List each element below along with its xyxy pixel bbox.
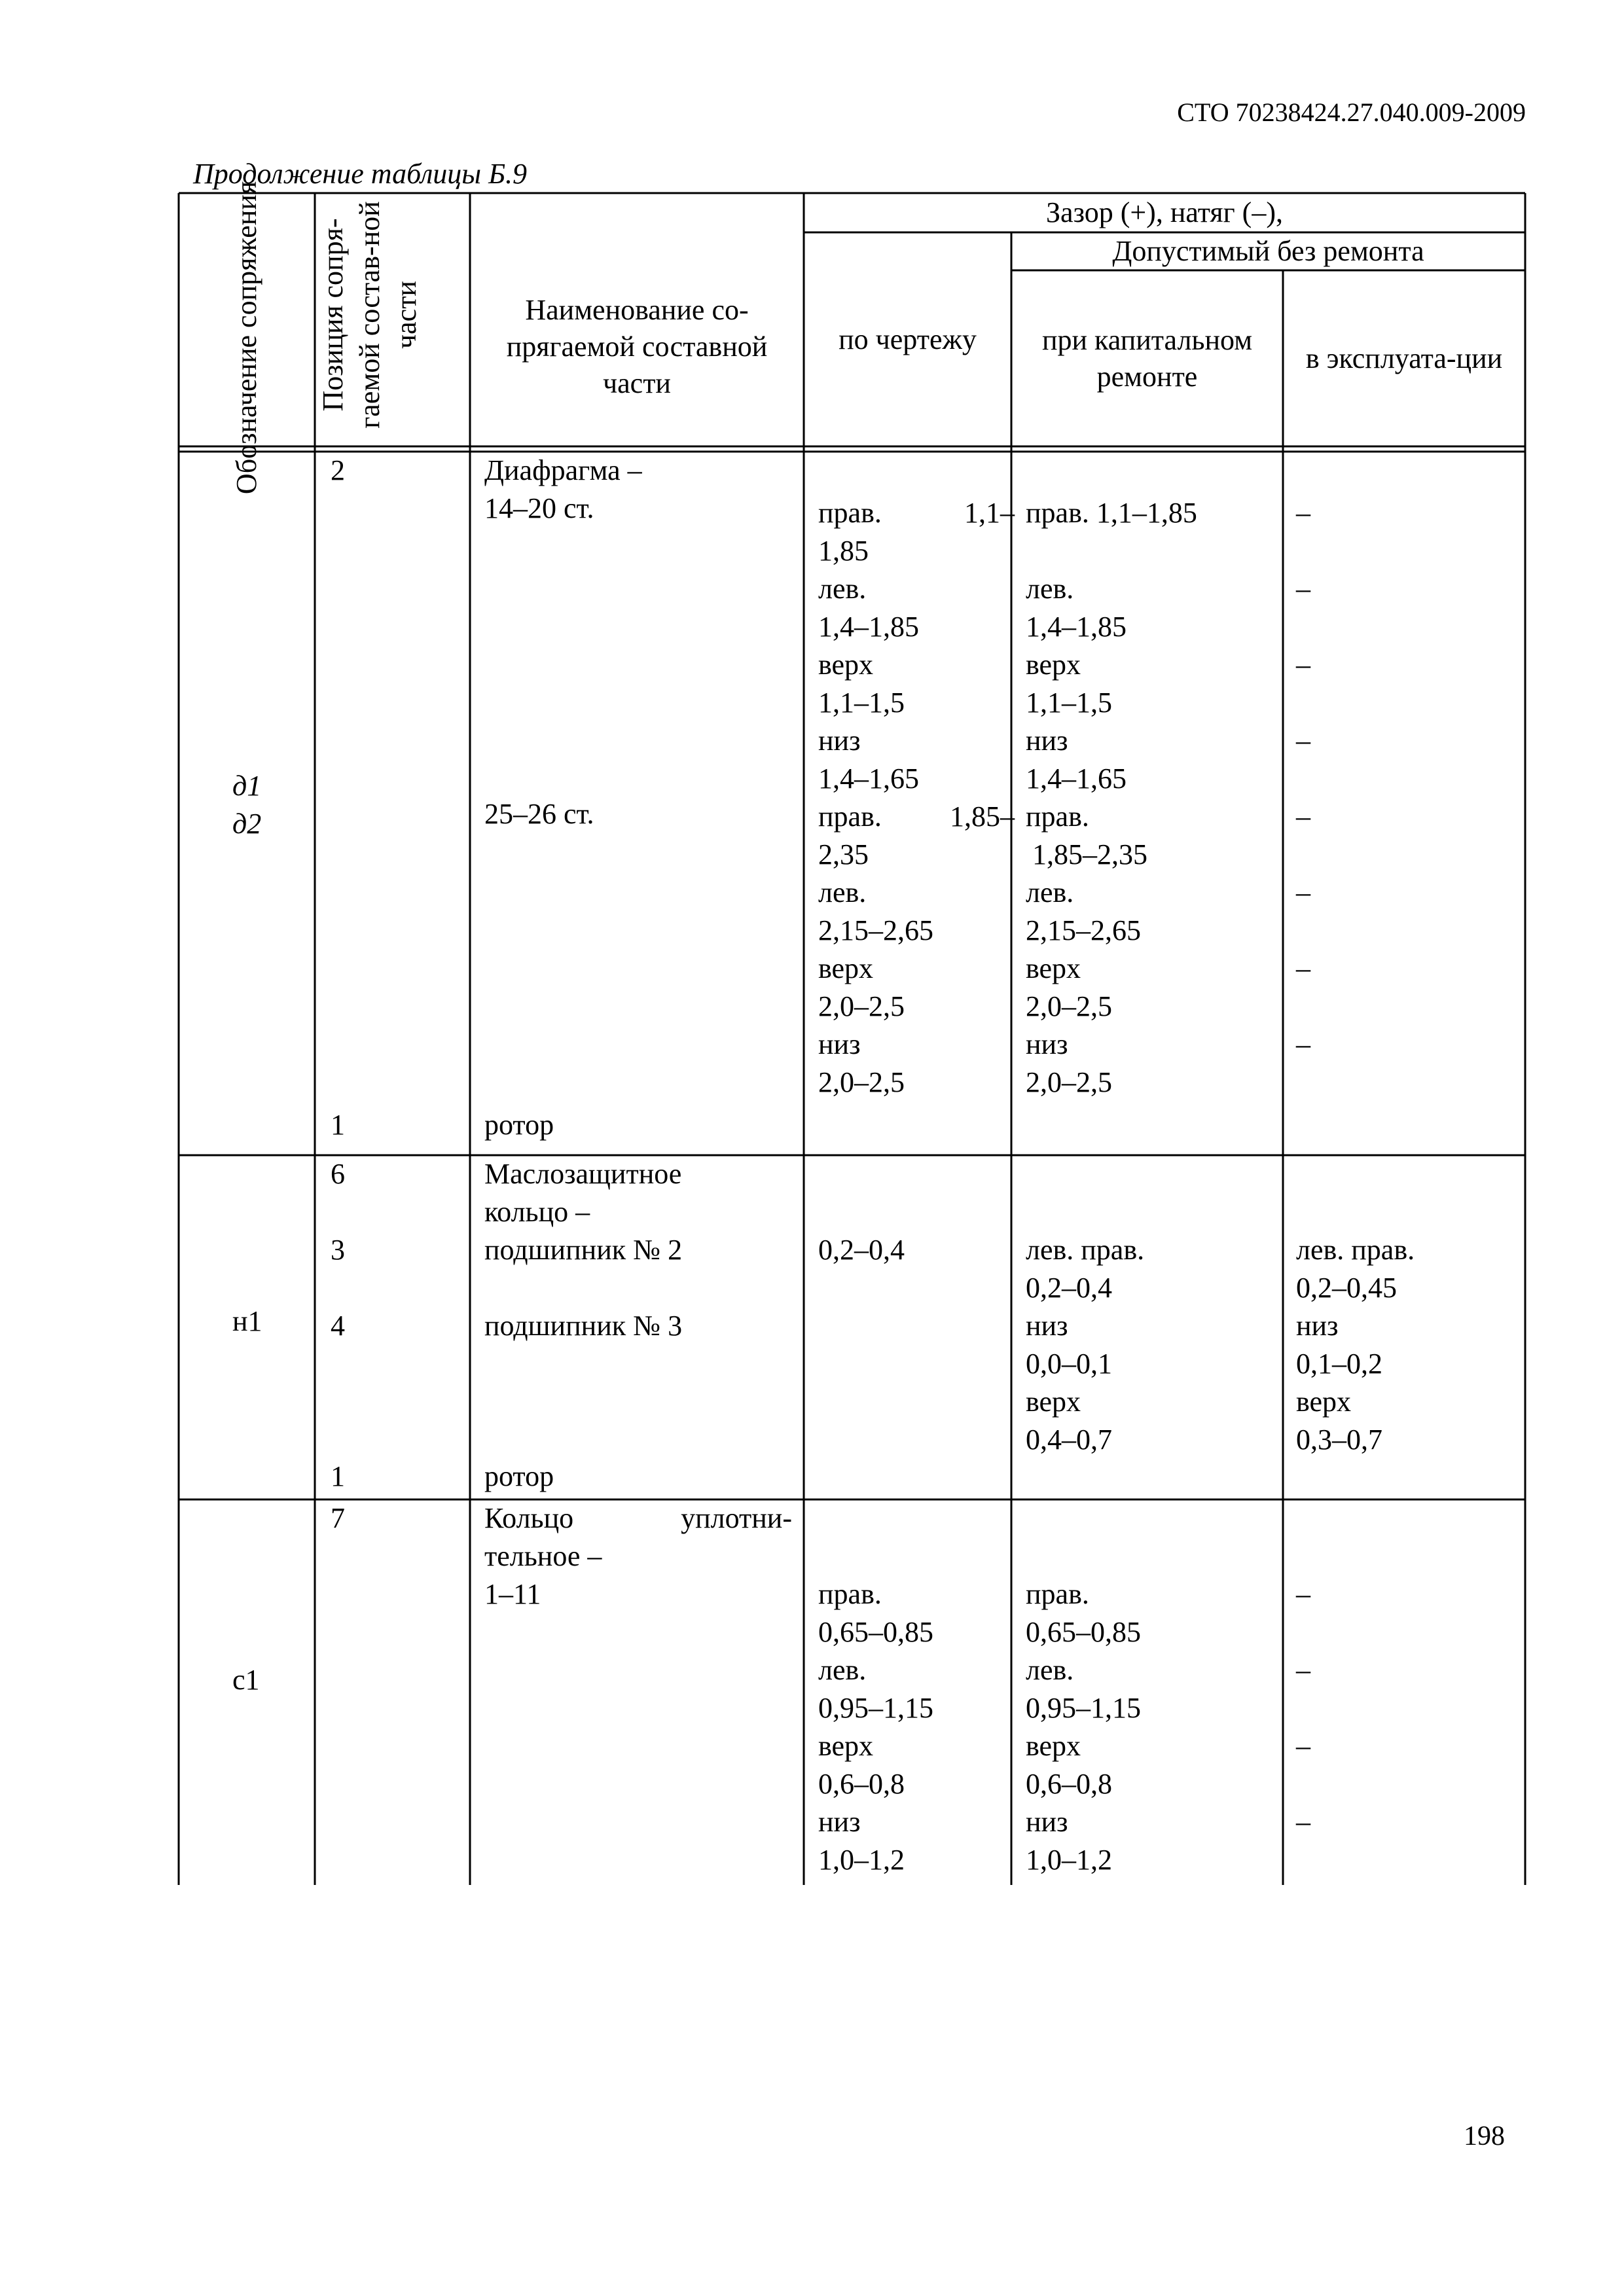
header-by-drawing: по чертежу	[839, 323, 977, 355]
operation-value: –	[1296, 1578, 1310, 1610]
overhaul-value: верх	[1026, 649, 1081, 681]
overhaul-value: лев.	[1026, 1654, 1074, 1686]
overhaul-value: прав.	[1026, 1578, 1089, 1610]
overhaul-value: 1,4–1,65	[1026, 762, 1127, 795]
position-value: 7	[331, 1502, 345, 1534]
overhaul-value: верх	[1026, 1730, 1081, 1762]
overhaul-value: лев.	[1026, 573, 1074, 605]
part-name: кольцо –	[484, 1196, 590, 1228]
part-name: тельное –	[484, 1540, 602, 1572]
drawing-value: низ	[818, 1806, 861, 1838]
position-value: 4	[331, 1310, 345, 1342]
designation-c1: с1	[232, 1664, 260, 1696]
position-value: 1	[331, 1109, 345, 1141]
operation-value: –	[1296, 1730, 1310, 1762]
drawing-value: 0,95–1,15	[818, 1692, 933, 1724]
operation-value: –	[1296, 1654, 1310, 1686]
operation-value: –	[1296, 725, 1310, 757]
drawing-value: 1,85	[818, 535, 869, 567]
header-position: Позиция сопря-гаемой состав-ной части	[317, 201, 422, 429]
part-name: подшипник № 3	[484, 1310, 683, 1342]
operation-value: 0,2–0,45	[1296, 1272, 1397, 1304]
designation-d1: д1	[232, 770, 262, 802]
drawing-value: лев.	[818, 1654, 867, 1686]
overhaul-value: 1,85–2,35	[1032, 838, 1147, 870]
overhaul-value: 0,2–0,4	[1026, 1272, 1112, 1304]
part-name: ротор	[484, 1109, 554, 1141]
overhaul-value: 0,65–0,85	[1026, 1616, 1141, 1648]
part-name: Маслозащитное	[484, 1158, 682, 1190]
operation-value: 0,3–0,7	[1296, 1424, 1382, 1456]
header-part-name: Наименование со-прягаемой составной части	[506, 294, 768, 399]
operation-value: –	[1296, 497, 1310, 529]
page-number: 198	[1464, 2121, 1505, 2151]
drawing-value: 0,2–0,4	[818, 1234, 905, 1266]
drawing-value: 1,0–1,2	[818, 1844, 905, 1876]
overhaul-value: низ	[1026, 1310, 1068, 1342]
overhaul-value: 2,15–2,65	[1026, 914, 1141, 946]
part-name: 14–20 ст.	[484, 492, 594, 524]
overhaul-value: прав. 1,1–1,85	[1026, 497, 1197, 529]
operation-value: 0,1–0,2	[1296, 1348, 1382, 1380]
operation-value: –	[1296, 1028, 1310, 1060]
overhaul-value: 0,6–0,8	[1026, 1768, 1112, 1800]
designation-d2: д2	[232, 808, 262, 840]
drawing-value: 2,35	[818, 838, 869, 870]
table-caption: Продолжение таблицы Б.9	[193, 158, 528, 190]
header-overhaul: при капитальном ремонте	[1041, 323, 1253, 393]
overhaul-value: лев.	[1026, 876, 1074, 908]
operation-value: –	[1296, 573, 1310, 605]
header-operation: в эксплуата-ции	[1305, 342, 1503, 374]
part-name: Диафрагма –	[484, 454, 642, 486]
drawing-value: лев.	[818, 573, 867, 605]
drawing-value: 0,65–0,85	[818, 1616, 933, 1648]
drawing-value: 1,4–1,65	[818, 762, 919, 795]
drawing-value: прав. 1,1–	[818, 497, 1015, 529]
overhaul-value: 1,1–1,5	[1026, 687, 1112, 719]
designation-n1: н1	[232, 1305, 262, 1337]
drawing-value: 0,6–0,8	[818, 1768, 905, 1800]
overhaul-value: 2,0–2,5	[1026, 990, 1112, 1022]
operation-value: лев. прав.	[1296, 1234, 1415, 1266]
drawing-value: 2,15–2,65	[818, 914, 933, 946]
document-code: СТО 70238424.27.040.009-2009	[1177, 98, 1526, 127]
overhaul-value: низ	[1026, 725, 1068, 757]
part-name: 25–26 ст.	[484, 798, 594, 830]
header-allowable-group: Допустимый без ремонта	[1112, 235, 1424, 267]
drawing-value: 2,0–2,5	[818, 1066, 905, 1098]
operation-value: –	[1296, 649, 1310, 681]
operation-value: верх	[1296, 1386, 1352, 1418]
overhaul-value: 1,4–1,85	[1026, 611, 1127, 643]
drawing-value: лев.	[818, 876, 867, 908]
drawing-value: верх	[818, 649, 874, 681]
drawing-value: верх	[818, 1730, 874, 1762]
overhaul-value: 0,95–1,15	[1026, 1692, 1141, 1724]
overhaul-value: низ	[1026, 1806, 1068, 1838]
operation-value: низ	[1296, 1310, 1339, 1342]
drawing-value: 2,0–2,5	[818, 990, 905, 1022]
part-name: 1–11	[484, 1578, 541, 1610]
overhaul-value: 0,0–0,1	[1026, 1348, 1112, 1380]
overhaul-value: 2,0–2,5	[1026, 1066, 1112, 1098]
drawing-value: прав. 1,85–	[818, 800, 1015, 833]
drawing-value: 1,4–1,85	[818, 611, 919, 643]
overhaul-value: прав.	[1026, 800, 1089, 833]
position-value: 3	[331, 1234, 345, 1266]
drawing-value: прав.	[818, 1578, 882, 1610]
position-value: 2	[331, 454, 345, 486]
operation-value: –	[1296, 800, 1310, 833]
overhaul-value: верх	[1026, 1386, 1081, 1418]
overhaul-value: низ	[1026, 1028, 1068, 1060]
operation-value: –	[1296, 952, 1310, 984]
drawing-value: низ	[818, 725, 861, 757]
operation-value: –	[1296, 876, 1310, 908]
operation-value: –	[1296, 1806, 1310, 1838]
drawing-value: низ	[818, 1028, 861, 1060]
drawing-value: верх	[818, 952, 874, 984]
position-value: 1	[331, 1460, 345, 1492]
drawing-value: 1,1–1,5	[818, 687, 905, 719]
overhaul-value: 0,4–0,7	[1026, 1424, 1112, 1456]
header-gap-group: Зазор (+), натяг (–),	[1046, 196, 1283, 228]
header-designation: Обозначение сопряжения	[230, 181, 262, 495]
part-name: подшипник № 2	[484, 1234, 683, 1266]
position-value: 6	[331, 1158, 345, 1190]
overhaul-value: верх	[1026, 952, 1081, 984]
overhaul-value: лев. прав.	[1026, 1234, 1145, 1266]
part-name: Кольцо уплотни-	[484, 1502, 792, 1534]
part-name: ротор	[484, 1460, 554, 1492]
overhaul-value: 1,0–1,2	[1026, 1844, 1112, 1876]
